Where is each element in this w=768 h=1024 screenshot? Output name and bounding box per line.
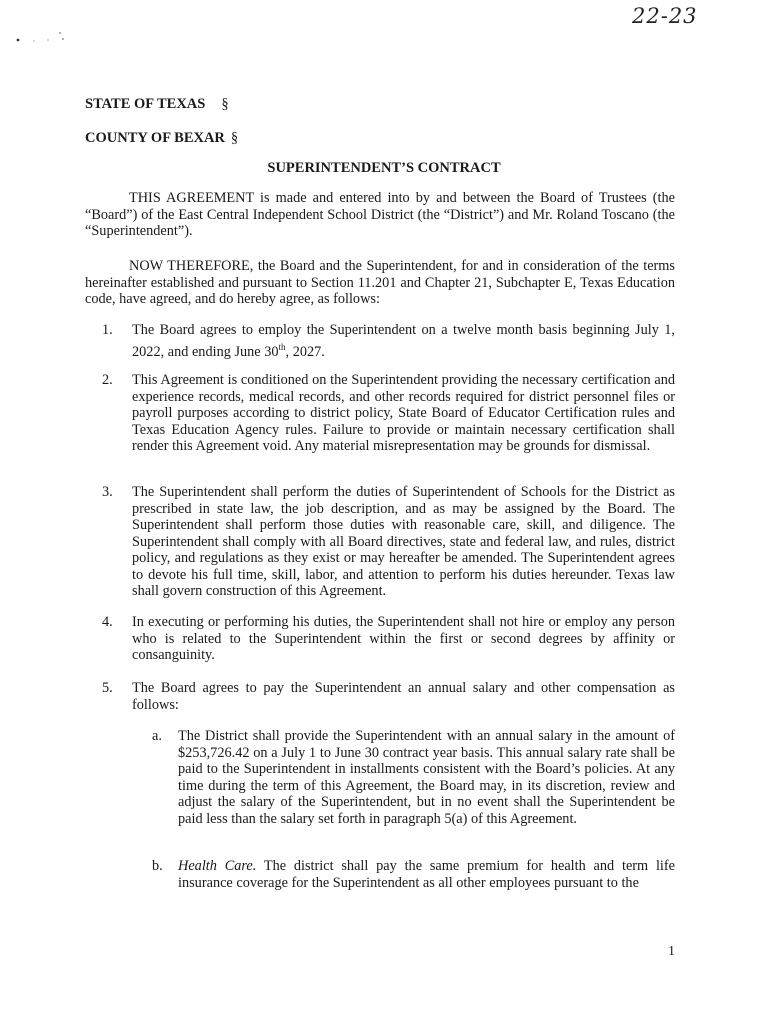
item-number: 5. [102,680,113,696]
item-number: 1. [102,322,113,338]
item-text: The Superintendent shall perform the duties of Superintendent of Schools for the District as prescribed in state law, the job description, and as may be assigned by the Board. The Superintendent shall perform those duties with reasonable care, skill, and diligence. The Superintendent shall comply with all Board directives, state and federal law, and rules, district policy, and regulations as they exist or may hereafter be amended. The Superintendent agrees to devote his full time, skill, labor, and attention to perform his duties hereunder. Texas law shall govern construction of this Agreement. [132,484,675,599]
item-text: In executing or performing his duties, the Superintendent shall not hire or employ any person who is related to the Superintendent within the first or second degrees by affinity or consanguinity. [132,614,675,663]
page-number: 1 [668,944,675,959]
county-heading [85,130,238,147]
section-symbol: § [230,130,239,146]
list-item [102,614,675,664]
item-text: This Agreement is conditioned on the Superintendent providing the necessary certification and experience records, medical records, and other records required for district personnel files or payroll purposes according to district policy, State Board of Educator Certification rules and Texas Education Agency rules. Failure to provide or maintain necessary certification shall render this Agreement void. Any material misrepresentation may be grounds for dismissal. [132,372,675,454]
item-number: 3. [102,484,113,500]
handwritten-note: 22-23 [632,4,698,28]
now-therefore-paragraph: NOW THEREFORE, the Board and the Superintendent, for and in consideration of the terms hereinafter established and pursuant to Section 11.201 and Chapter 21, Subchapter E, Texas Education code, have agreed, and do hereby agree, as follows: [85,258,675,307]
item-number: 4. [102,614,113,630]
item-text: The Board agrees to employ the Superintendent on a twelve month basis beginning July 1, 2022, and ending June 30th, 2027. [132,322,675,360]
sub-item-text: Health Care. The district shall pay the same premium for health and term life insurance coverage for the Superintendent as all other employees pursuant to the [178,858,676,891]
state-heading [85,96,229,113]
sub-item [152,858,675,891]
item-number: 2. [102,372,113,388]
scan-specks [14,30,74,46]
sub-item-text: The District shall provide the Superintendent with an annual salary in the amount of $253,726.42 on a July 1 to June 30 contract year basis. This annual salary rate shall be paid to the Superintendent in installments consistent with the Board’s policies. At any time during the term of this Agreement, the Board may, in its discretion, review and adjust the salary of the Superintendent, but in no event shall the Superintendent be paid less than the salary set forth in paragraph 5(a) of this Agreement. [178,728,675,827]
contract-title: SUPERINTENDENT’S CONTRACT [267,160,501,176]
list-item [102,484,675,600]
state-label: STATE OF TEXAS [85,96,206,112]
intro-paragraph: THIS AGREEMENT is made and entered into by and between the Board of Trustees (the “Board”) of the East Central Independent School District (the “District”) and Mr. Roland Toscano (the “Superintendent”). [85,190,675,239]
county-label: COUNTY OF BEXAR [85,130,225,146]
list-item [102,372,675,455]
item-text: The Board agrees to pay the Superintendent an annual salary and other compensation as follows: [132,680,675,713]
list-item [102,322,675,360]
sub-item [152,728,675,827]
sub-item-letter: a. [152,728,162,744]
list-item [102,680,675,713]
health-care-label: Health Care. [178,858,257,874]
section-symbol: § [221,96,229,112]
sub-item-letter: b. [152,858,163,874]
